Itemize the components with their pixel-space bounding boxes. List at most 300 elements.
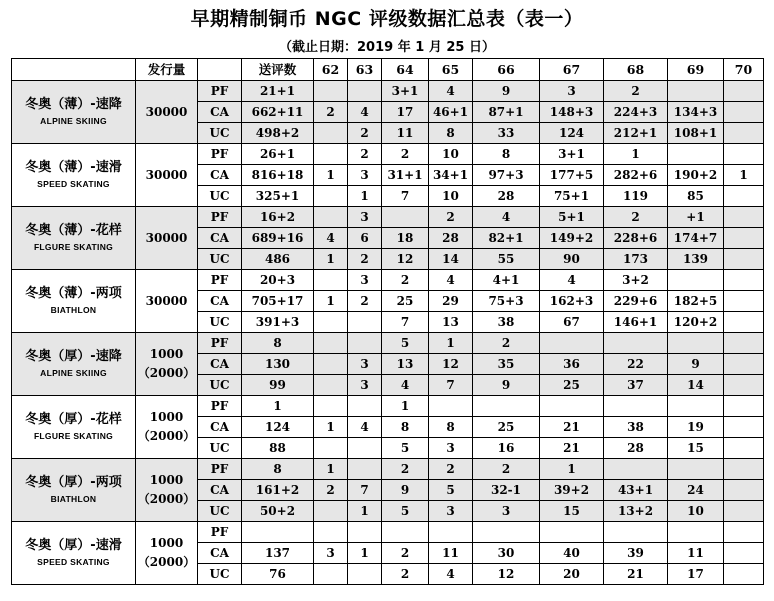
grade-count-cell — [668, 396, 724, 417]
total-submitted-cell: 21+1 — [242, 81, 314, 102]
grade-count-cell: 228+6 — [604, 228, 668, 249]
grade-count-cell: 37 — [604, 375, 668, 396]
grade-count-cell: 1 — [429, 333, 473, 354]
issue-quantity-line: （2000） — [137, 555, 196, 569]
grade-count-cell: 35 — [473, 354, 540, 375]
grade-count-cell: 182+5 — [668, 291, 724, 312]
grade-count-cell — [724, 333, 764, 354]
grade-count-cell: 5 — [429, 480, 473, 501]
grade-count-cell — [724, 543, 764, 564]
grade-count-cell — [724, 375, 764, 396]
issue-quantity-line: 1000 — [149, 473, 184, 487]
issue-quantity-line: 30000 — [145, 104, 188, 119]
grade-count-cell: 34+1 — [429, 165, 473, 186]
issue-quantity-line: （2000） — [137, 366, 196, 380]
grade-count-cell: 32-1 — [473, 480, 540, 501]
grade-count-cell: 1 — [348, 501, 382, 522]
grade-count-cell: 5 — [382, 438, 429, 459]
coin-name-en: SPEED SKATING — [37, 179, 110, 189]
total-submitted-cell: 325+1 — [242, 186, 314, 207]
coin-name-en: FLGURE SKATING — [33, 431, 114, 441]
grade-label: UC — [198, 249, 242, 270]
grade-count-cell: 9 — [668, 354, 724, 375]
grade-count-cell: 10 — [429, 186, 473, 207]
grade-count-cell: 15 — [668, 438, 724, 459]
grade-count-cell: 38 — [473, 312, 540, 333]
grade-count-cell: 7 — [348, 480, 382, 501]
grade-count-cell: 25 — [473, 417, 540, 438]
coin-name-en: ALPINE SKIING — [40, 368, 107, 378]
coin-name-en: FLGURE SKATING — [33, 242, 114, 252]
total-submitted-cell: 124 — [242, 417, 314, 438]
grade-count-cell: 1 — [382, 396, 429, 417]
coin-name-cn: 冬奥（厚）-两项 — [25, 475, 122, 490]
coin-name-cell — [12, 396, 136, 459]
grade-count-cell — [429, 396, 473, 417]
grade-label: CA — [198, 543, 242, 564]
coin-name-cell — [12, 522, 136, 585]
header-col: 67 — [540, 59, 604, 81]
coin-name-cn: 冬奥（薄）-花样 — [25, 223, 122, 238]
grade-label: UC — [198, 564, 242, 585]
header-blank — [12, 59, 136, 81]
coin-name-en: BIATHLON — [50, 494, 97, 504]
total-submitted-cell: 8 — [242, 459, 314, 480]
header-col: 66 — [473, 59, 540, 81]
grade-count-cell — [668, 459, 724, 480]
grade-count-cell — [540, 396, 604, 417]
grade-count-cell — [724, 207, 764, 228]
coin-name-en: SPEED SKATING — [37, 557, 110, 567]
grade-count-cell: 17 — [668, 564, 724, 585]
grade-count-cell: 5 — [382, 501, 429, 522]
grade-label: UC — [198, 186, 242, 207]
total-submitted-cell: 26+1 — [242, 144, 314, 165]
grade-label: PF — [198, 333, 242, 354]
grade-count-cell — [724, 396, 764, 417]
grade-count-cell — [348, 81, 382, 102]
total-submitted-cell: 486 — [242, 249, 314, 270]
grade-count-cell — [668, 144, 724, 165]
grade-count-cell — [314, 207, 348, 228]
issue-quantity-cell — [136, 81, 198, 144]
grade-count-cell: 11 — [668, 543, 724, 564]
grade-count-cell: 8 — [382, 417, 429, 438]
grade-count-cell: 28 — [604, 438, 668, 459]
grade-count-cell: 1 — [314, 165, 348, 186]
coin-name-cell — [12, 333, 136, 396]
grade-count-cell: 13+2 — [604, 501, 668, 522]
grade-label: PF — [198, 207, 242, 228]
table-row — [12, 459, 764, 480]
grade-label: PF — [198, 81, 242, 102]
grade-count-cell: 46+1 — [429, 102, 473, 123]
grade-count-cell: 148+3 — [540, 102, 604, 123]
total-submitted-cell: 1 — [242, 396, 314, 417]
grade-count-cell — [429, 522, 473, 543]
total-submitted-cell: 16+2 — [242, 207, 314, 228]
header-col: 65 — [429, 59, 473, 81]
grade-count-cell: 14 — [429, 249, 473, 270]
grade-count-cell: 5+1 — [540, 207, 604, 228]
grade-count-cell — [314, 333, 348, 354]
grade-count-cell: 25 — [540, 375, 604, 396]
issue-quantity-cell — [136, 207, 198, 270]
grade-count-cell: 14 — [668, 375, 724, 396]
grade-count-cell: 40 — [540, 543, 604, 564]
grade-count-cell: 2 — [348, 144, 382, 165]
grade-count-cell — [314, 354, 348, 375]
grade-count-cell: 1 — [604, 144, 668, 165]
total-submitted-cell: 498+2 — [242, 123, 314, 144]
grade-label: UC — [198, 123, 242, 144]
grade-count-cell: 3 — [348, 207, 382, 228]
grade-count-cell: 162+3 — [540, 291, 604, 312]
grade-count-cell: 9 — [473, 81, 540, 102]
issue-quantity-cell — [136, 522, 198, 585]
grade-count-cell: 82+1 — [473, 228, 540, 249]
grade-count-cell — [604, 522, 668, 543]
grade-count-cell: 212+1 — [604, 123, 668, 144]
page-title: 早期精制铜币 NGC 评级数据汇总表（表一） — [190, 8, 584, 30]
total-submitted-cell: 391+3 — [242, 312, 314, 333]
grade-count-cell: 1 — [348, 186, 382, 207]
grade-count-cell: 16 — [473, 438, 540, 459]
header-issue: 发行量 — [136, 59, 198, 81]
issue-quantity-line: 1000 — [149, 536, 184, 550]
coin-name-cn: 冬奥（薄）-速降 — [25, 97, 122, 112]
grade-count-cell: 8 — [429, 123, 473, 144]
grade-count-cell — [314, 396, 348, 417]
grade-count-cell: 33 — [473, 123, 540, 144]
issue-quantity-line: 30000 — [145, 167, 188, 182]
table-row — [12, 207, 764, 228]
grade-count-cell: 21 — [540, 438, 604, 459]
grade-count-cell: 173 — [604, 249, 668, 270]
grade-count-cell: 1 — [348, 543, 382, 564]
grade-count-cell: 2 — [604, 81, 668, 102]
issue-quantity-cell — [136, 396, 198, 459]
grade-count-cell — [724, 186, 764, 207]
grade-count-cell: 4+1 — [473, 270, 540, 291]
table-row — [12, 81, 764, 102]
grade-count-cell: 1 — [314, 417, 348, 438]
issue-quantity-cell — [136, 144, 198, 207]
grade-count-cell — [724, 480, 764, 501]
total-submitted-cell: 8 — [242, 333, 314, 354]
grade-count-cell — [314, 438, 348, 459]
grade-count-cell — [382, 207, 429, 228]
grade-count-cell — [604, 459, 668, 480]
grade-count-cell — [604, 396, 668, 417]
grade-count-cell: 4 — [348, 102, 382, 123]
grade-count-cell: 1 — [314, 291, 348, 312]
grade-count-cell — [724, 270, 764, 291]
grade-count-cell: 224+3 — [604, 102, 668, 123]
grade-count-cell — [314, 81, 348, 102]
grade-count-cell: 174+7 — [668, 228, 724, 249]
grade-count-cell — [314, 186, 348, 207]
coin-name-cn: 冬奥（厚）-速降 — [25, 349, 122, 364]
table-row — [12, 522, 764, 543]
grade-count-cell: 134+3 — [668, 102, 724, 123]
grade-label: CA — [198, 354, 242, 375]
grade-count-cell: 8 — [429, 417, 473, 438]
grade-count-cell: 3 — [429, 438, 473, 459]
grade-count-cell — [314, 501, 348, 522]
grade-count-cell: 119 — [604, 186, 668, 207]
grade-count-cell: 4 — [348, 417, 382, 438]
grade-count-cell — [668, 81, 724, 102]
grade-count-cell: 3 — [348, 375, 382, 396]
total-submitted-cell: 689+16 — [242, 228, 314, 249]
grade-count-cell — [314, 123, 348, 144]
header-col: 63 — [348, 59, 382, 81]
grade-count-cell: 97+3 — [473, 165, 540, 186]
total-submitted-cell: 161+2 — [242, 480, 314, 501]
grade-count-cell: 13 — [382, 354, 429, 375]
total-submitted-cell: 88 — [242, 438, 314, 459]
grade-count-cell: 4 — [382, 375, 429, 396]
total-submitted-cell: 662+11 — [242, 102, 314, 123]
grade-label: CA — [198, 102, 242, 123]
grade-count-cell: +1 — [668, 207, 724, 228]
table-row — [12, 396, 764, 417]
coin-name-cell — [12, 459, 136, 522]
grade-count-cell: 108+1 — [668, 123, 724, 144]
grade-count-cell — [724, 459, 764, 480]
grade-count-cell: 124 — [540, 123, 604, 144]
table-row — [12, 333, 764, 354]
grade-count-cell: 10 — [668, 501, 724, 522]
grade-count-cell: 2 — [314, 102, 348, 123]
total-submitted-cell: 99 — [242, 375, 314, 396]
table-body — [12, 81, 764, 585]
grade-count-cell — [724, 417, 764, 438]
grade-count-cell: 15 — [540, 501, 604, 522]
grading-table — [11, 58, 764, 585]
grade-label: PF — [198, 270, 242, 291]
table-row — [12, 270, 764, 291]
grade-count-cell — [314, 375, 348, 396]
grade-count-cell — [348, 333, 382, 354]
grade-count-cell: 13 — [429, 312, 473, 333]
grade-count-cell: 1 — [314, 249, 348, 270]
grade-count-cell — [540, 522, 604, 543]
issue-quantity-line: （2000） — [137, 492, 196, 506]
coin-name-cn: 冬奥（薄）-两项 — [25, 286, 122, 301]
grade-count-cell — [348, 459, 382, 480]
grade-count-cell — [473, 522, 540, 543]
total-submitted-cell — [242, 522, 314, 543]
issue-quantity-line: 30000 — [145, 230, 188, 245]
grade-count-cell: 4 — [473, 207, 540, 228]
issue-quantity-line: 1000 — [149, 347, 184, 361]
total-submitted-cell: 50+2 — [242, 501, 314, 522]
grade-count-cell: 149+2 — [540, 228, 604, 249]
coin-name-cn: 冬奥（薄）-速滑 — [25, 160, 122, 175]
grade-count-cell: 21 — [604, 564, 668, 585]
grade-count-cell — [314, 144, 348, 165]
grade-count-cell — [348, 522, 382, 543]
grade-count-cell: 18 — [382, 228, 429, 249]
grade-count-cell: 1 — [724, 165, 764, 186]
grade-count-cell: 3 — [429, 501, 473, 522]
grade-count-cell — [724, 291, 764, 312]
grade-count-cell — [724, 144, 764, 165]
grade-count-cell: 36 — [540, 354, 604, 375]
grade-count-cell — [668, 270, 724, 291]
grade-count-cell: 20 — [540, 564, 604, 585]
grade-label: PF — [198, 459, 242, 480]
grade-count-cell — [724, 123, 764, 144]
total-submitted-cell: 816+18 — [242, 165, 314, 186]
grade-count-cell — [724, 312, 764, 333]
grade-count-cell: 43+1 — [604, 480, 668, 501]
header-col: 69 — [668, 59, 724, 81]
header-col: 70 — [724, 59, 764, 81]
grade-count-cell: 9 — [473, 375, 540, 396]
grade-label: UC — [198, 375, 242, 396]
grade-count-cell: 2 — [382, 459, 429, 480]
grade-count-cell: 3 — [540, 81, 604, 102]
header-col: 64 — [382, 59, 429, 81]
total-submitted-cell: 76 — [242, 564, 314, 585]
coin-name-cn: 冬奥（厚）-速滑 — [25, 538, 122, 553]
grade-count-cell: 2 — [604, 207, 668, 228]
grade-count-cell: 1 — [314, 459, 348, 480]
coin-name-en: BIATHLON — [50, 305, 97, 315]
grade-count-cell: 3 — [348, 354, 382, 375]
grade-count-cell: 229+6 — [604, 291, 668, 312]
coin-name-cn: 冬奥（厚）-花样 — [25, 412, 122, 427]
grade-count-cell: 90 — [540, 249, 604, 270]
grade-count-cell: 177+5 — [540, 165, 604, 186]
header-grade-blank — [198, 59, 242, 81]
grade-count-cell — [314, 270, 348, 291]
coin-name-cell — [12, 144, 136, 207]
grade-label: UC — [198, 501, 242, 522]
header-col: 68 — [604, 59, 668, 81]
grade-count-cell — [348, 438, 382, 459]
grade-count-cell: 4 — [429, 564, 473, 585]
grade-count-cell: 11 — [429, 543, 473, 564]
grade-count-cell: 24 — [668, 480, 724, 501]
grade-count-cell: 3 — [348, 165, 382, 186]
grade-label: CA — [198, 480, 242, 501]
grade-count-cell — [724, 564, 764, 585]
grade-count-cell: 2 — [473, 459, 540, 480]
grade-count-cell — [668, 522, 724, 543]
grade-count-cell — [473, 396, 540, 417]
grade-count-cell: 28 — [473, 186, 540, 207]
grade-count-cell: 190+2 — [668, 165, 724, 186]
grade-count-cell: 2 — [348, 249, 382, 270]
grade-count-cell: 3 — [348, 270, 382, 291]
grade-count-cell: 85 — [668, 186, 724, 207]
grade-count-cell: 2 — [382, 543, 429, 564]
grade-count-cell: 39+2 — [540, 480, 604, 501]
grade-count-cell: 3 — [314, 543, 348, 564]
grade-count-cell: 30 — [473, 543, 540, 564]
grade-label: CA — [198, 417, 242, 438]
coin-name-cell — [12, 207, 136, 270]
grade-count-cell: 6 — [348, 228, 382, 249]
grade-count-cell: 75+3 — [473, 291, 540, 312]
grade-count-cell — [314, 312, 348, 333]
grade-count-cell: 3 — [473, 501, 540, 522]
total-submitted-cell: 130 — [242, 354, 314, 375]
grade-count-cell: 31+1 — [382, 165, 429, 186]
grade-count-cell: 8 — [473, 144, 540, 165]
grade-count-cell: 17 — [382, 102, 429, 123]
grade-count-cell: 2 — [382, 564, 429, 585]
grade-label: PF — [198, 144, 242, 165]
grade-count-cell: 120+2 — [668, 312, 724, 333]
grade-count-cell: 12 — [382, 249, 429, 270]
grade-count-cell: 7 — [382, 312, 429, 333]
total-submitted-cell: 705+17 — [242, 291, 314, 312]
issue-quantity-line: 1000 — [149, 410, 184, 424]
header-col: 62 — [314, 59, 348, 81]
grade-count-cell: 11 — [382, 123, 429, 144]
grade-count-cell: 139 — [668, 249, 724, 270]
grade-count-cell: 2 — [473, 333, 540, 354]
grade-label: PF — [198, 522, 242, 543]
grade-count-cell — [724, 249, 764, 270]
grade-count-cell: 1 — [540, 459, 604, 480]
grade-count-cell: 25 — [382, 291, 429, 312]
issue-quantity-line: 30000 — [145, 293, 188, 308]
grade-count-cell: 10 — [429, 144, 473, 165]
grade-count-cell: 9 — [382, 480, 429, 501]
grade-count-cell: 2 — [382, 144, 429, 165]
header-total: 送评数 — [242, 59, 314, 81]
grade-count-cell: 3+1 — [540, 144, 604, 165]
grade-count-cell: 2 — [382, 270, 429, 291]
grade-count-cell: 67 — [540, 312, 604, 333]
grade-count-cell: 7 — [429, 375, 473, 396]
grade-count-cell: 39 — [604, 543, 668, 564]
grade-count-cell — [724, 501, 764, 522]
grade-count-cell — [382, 522, 429, 543]
header-row — [12, 59, 764, 81]
grade-count-cell — [348, 564, 382, 585]
issue-quantity-cell — [136, 333, 198, 396]
grade-count-cell: 21 — [540, 417, 604, 438]
grade-count-cell — [724, 522, 764, 543]
grade-count-cell — [540, 333, 604, 354]
total-submitted-cell: 137 — [242, 543, 314, 564]
grade-count-cell — [314, 522, 348, 543]
grade-count-cell: 2 — [314, 480, 348, 501]
grade-label: CA — [198, 291, 242, 312]
grade-count-cell: 282+6 — [604, 165, 668, 186]
grade-label: CA — [198, 165, 242, 186]
grade-count-cell: 2 — [429, 207, 473, 228]
grade-count-cell: 7 — [382, 186, 429, 207]
coin-name-cell — [12, 81, 136, 144]
grade-label: UC — [198, 312, 242, 333]
grade-count-cell: 2 — [429, 459, 473, 480]
grade-count-cell: 87+1 — [473, 102, 540, 123]
grade-label: PF — [198, 396, 242, 417]
grade-count-cell: 4 — [429, 81, 473, 102]
issue-quantity-cell — [136, 459, 198, 522]
grade-count-cell — [348, 396, 382, 417]
coin-name-en: ALPINE SKIING — [40, 116, 107, 126]
grade-count-cell: 3+2 — [604, 270, 668, 291]
